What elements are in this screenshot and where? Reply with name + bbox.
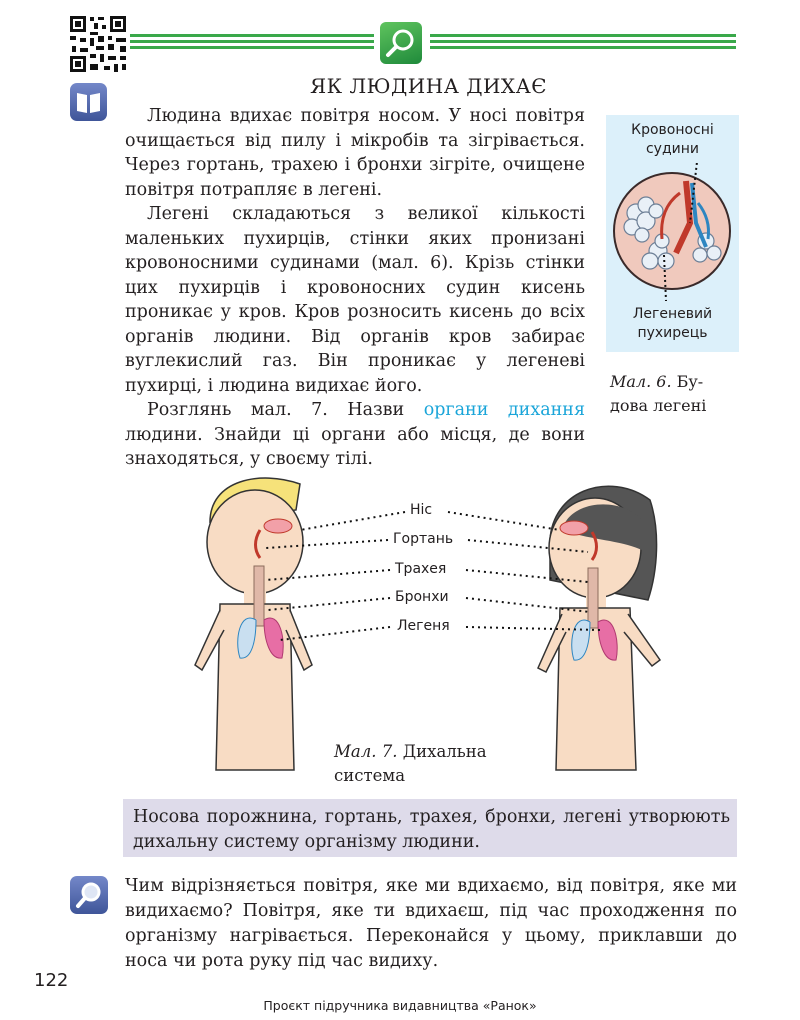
footer-text: Проєкт підручника видавництва «Ранок» — [263, 998, 537, 1013]
figure-6-number: Мал. 6. — [610, 372, 672, 391]
rule-text: Носова порожнина, гортань, трахея, бронхи, легені утворюють дихальну систему організму людини. — [133, 807, 730, 852]
figure-7-number: Мал. 7. — [334, 742, 398, 761]
page-title: ЯК ЛЮДИНА ДИХАЄ — [310, 74, 548, 98]
main-text — [125, 104, 585, 472]
figure-7-caption — [334, 740, 534, 788]
search-icon — [70, 876, 108, 914]
figure-6-lung-structure — [606, 115, 739, 352]
label-pulmonary-vesicle — [606, 305, 739, 343]
label-blood-vessels-line1: Кровоносні — [631, 122, 714, 138]
figure-7-caption-text: Дихальна система — [334, 742, 487, 785]
label-lung: Легеня — [394, 618, 453, 634]
label-trachea: Трахея — [392, 561, 449, 577]
figure-6-caption-part1: Бу- — [671, 372, 704, 391]
paragraph-1: Людина вдихає повітря носом. У носі повітря очищається від пилу і мікробів та зігрівається. Через гортань, трахею і бронхи зігріте, очищене повітря потрапляє в легені. — [125, 106, 585, 200]
page-number: 122 — [34, 970, 69, 991]
paragraph-3-end: людини. Знайди ці органи або місця, де вони знаходяться, у своєму тілі. — [125, 424, 585, 469]
label-pulmonary-vesicle-line1: Легеневий — [632, 306, 713, 322]
boy-figure — [195, 478, 312, 770]
figure-6-caption-part2: дова легені — [610, 396, 707, 415]
label-bronchi: Бронхи — [392, 589, 452, 605]
qr-code-icon[interactable] — [68, 14, 128, 74]
label-blood-vessels — [606, 121, 739, 159]
paragraph-3 — [125, 398, 585, 472]
alveoli-illustration — [606, 163, 739, 301]
paragraph-3-start: Розглянь мал. 7. Назви — [147, 400, 424, 420]
paragraph-2: Легені складаються з великої кількості маленьких пухирців, стінки яких пронизані кровоносними судинами (мал. 6). Крізь стінки цих пухирців і кровоносних судин кисень проникає у кров. Кров розносить кисень до всіх органів людини. Від органів кров забирає вуглекислий газ. Він проникає у легеневі пухирці, і людина видихає його. — [125, 204, 585, 396]
book-icon — [70, 83, 107, 121]
header-stripe-left — [130, 34, 374, 49]
term-respiratory-organs[interactable]: органи дихання — [423, 400, 585, 420]
figure-6-caption — [610, 370, 740, 418]
label-larynx: Гортань — [390, 531, 456, 547]
label-blood-vessels-line2: судини — [645, 141, 699, 157]
header-stripe-right — [430, 34, 736, 49]
label-nose: Ніс — [407, 502, 435, 518]
magnifier-rubric-icon — [380, 22, 422, 64]
label-pulmonary-vesicle-line2: пухирець — [637, 325, 708, 341]
question-text: Чим відрізняється повітря, яке ми вдихаємо, від повітря, яке ми видихаємо? Повітря, яке ти вдихаєш, під час проходження по організму нагрівається. Переконайся у цьому, приклавши до носа чи рота руку під час видиху. — [125, 876, 737, 971]
